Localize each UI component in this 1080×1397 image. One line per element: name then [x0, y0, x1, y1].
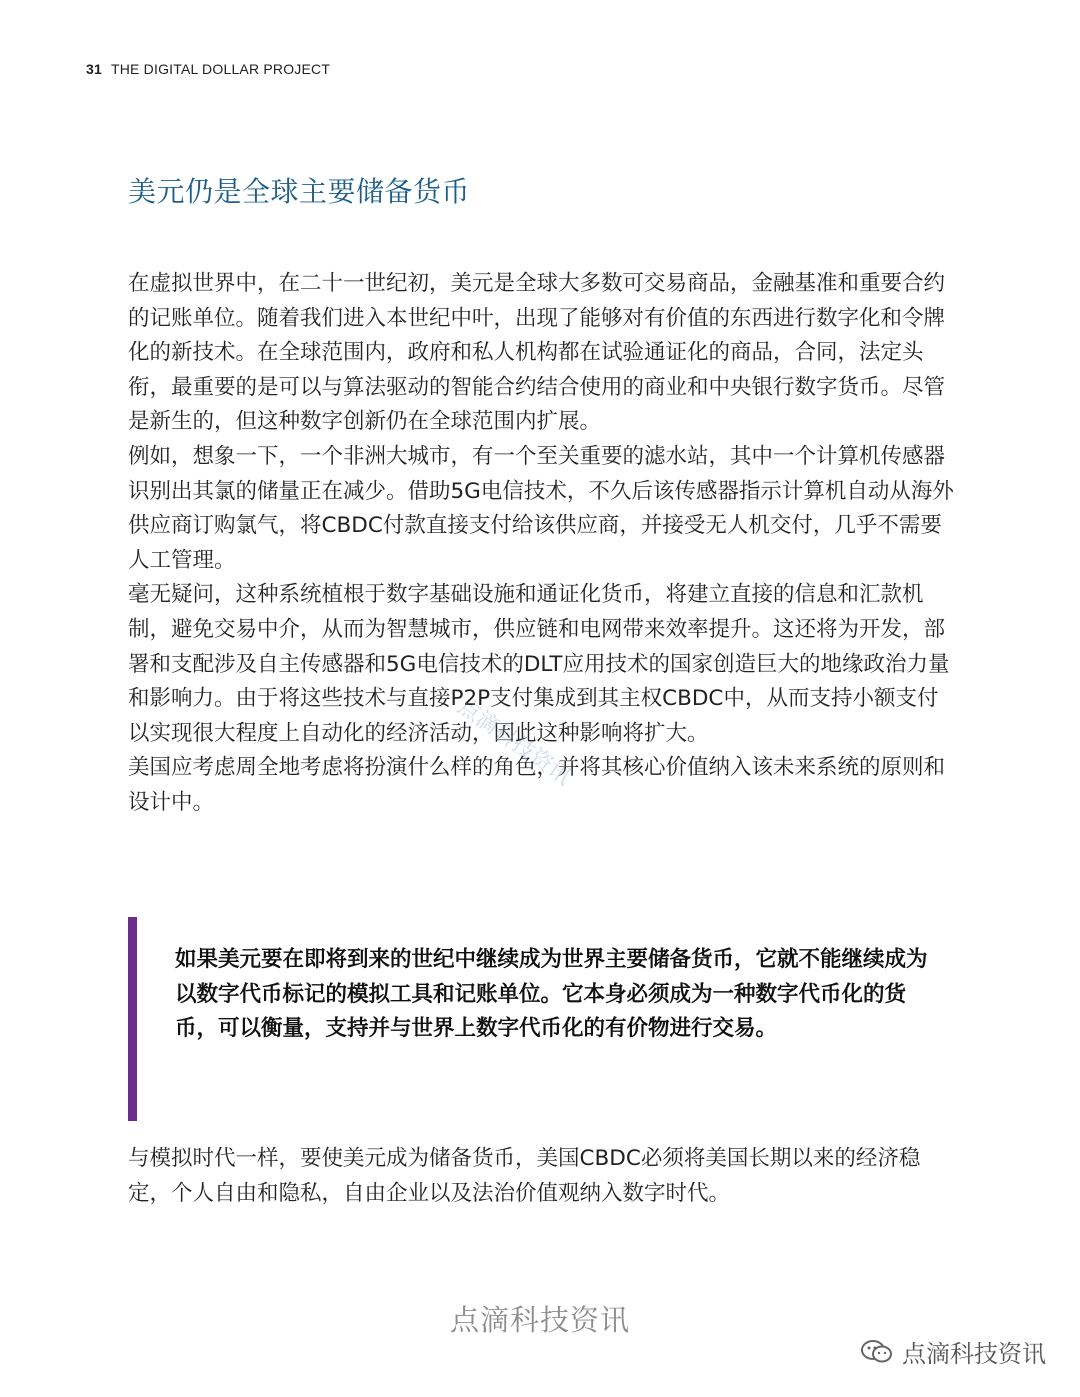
body-paragraph: 例如，想象一下，一个非洲大城市，有一个至关重要的滤水站，其中一个计算机传感器识别出其氯的储量正在减少。借助5G电信技术，不久后该传感器指示计算机自动从海外供应商订购氯气，将CBDC付款直接支付给该供应商，并接受无人机交付，几乎不需要人工管理。	[128, 443, 954, 573]
diagonal-watermark: 点滴科技资讯	[452, 694, 576, 791]
center-watermark: 点滴科技资讯	[449, 1303, 630, 1337]
body-paragraph: 在虚拟世界中，在二十一世纪初，美元是全球大多数可交易商品，金融基准和重要合约的记账单位。随着我们进入本世纪中叶，出现了能够对有价值的东西进行数字化和令牌化的新技术。在全球范围内，政府和私人机构都在试验通证化的商品，合同，法定头衔，最重要的是可以与算法驱动的智能合约结合使用的商业和中央银行数字货币。尽管是新生的，但这种数字创新仍在全球范围内扩展。	[128, 271, 946, 435]
closing-paragraph: 与模拟时代一样，要使美元成为储备货币，美国CBDC必须将美国长期以来的经济稳定，个人自由和隐私，自由企业以及法治价值观纳入数字时代。	[128, 1146, 921, 1206]
section-heading: 美元仍是全球主要储备货币	[128, 175, 471, 208]
body-paragraph: 毫无疑问，这种系统植根于数字基础设施和通证化货币，将建立直接的信息和汇款机制，避免交易中介，从而为智慧城市，供应链和电网带来效率提升。这还将为开发，部署和支配涉及自主传感器和5G电信技术的DLT应用技术的国家创造巨大的地缘政治力量和影响力。由于将这些技术与直接P2P支付集成到其主权CBDC中，从而支持小额支付以实现很大程度上自动化的经济活动，因此这种影响将扩大。	[128, 582, 950, 746]
body-paragraph: 美国应考虑周全地考虑将扮演什么样的角色，并将其核心价值纳入该未来系统的原则和设计中。	[128, 755, 946, 815]
running-header	[86, 61, 330, 77]
main-body	[128, 267, 958, 821]
wechat-watermark-badge	[860, 1334, 1046, 1369]
closing-body	[128, 1142, 958, 1211]
pullquote-text: 如果美元要在即将到来的世纪中继续成为世界主要储备货币，它就不能继续成为以数字代币标记的模拟工具和记账单位。它本身必须成为一种数字代币化的货币，可以衡量，支持并与世界上数字代币化的有价物进行交易。	[175, 947, 928, 1041]
wechat-icon	[860, 1339, 894, 1365]
wechat-account-name: 点滴科技资讯	[902, 1340, 1046, 1368]
pullquote	[128, 917, 958, 1121]
page-number: 31	[86, 61, 102, 77]
publication-title: THE DIGITAL DOLLAR PROJECT	[110, 61, 331, 77]
